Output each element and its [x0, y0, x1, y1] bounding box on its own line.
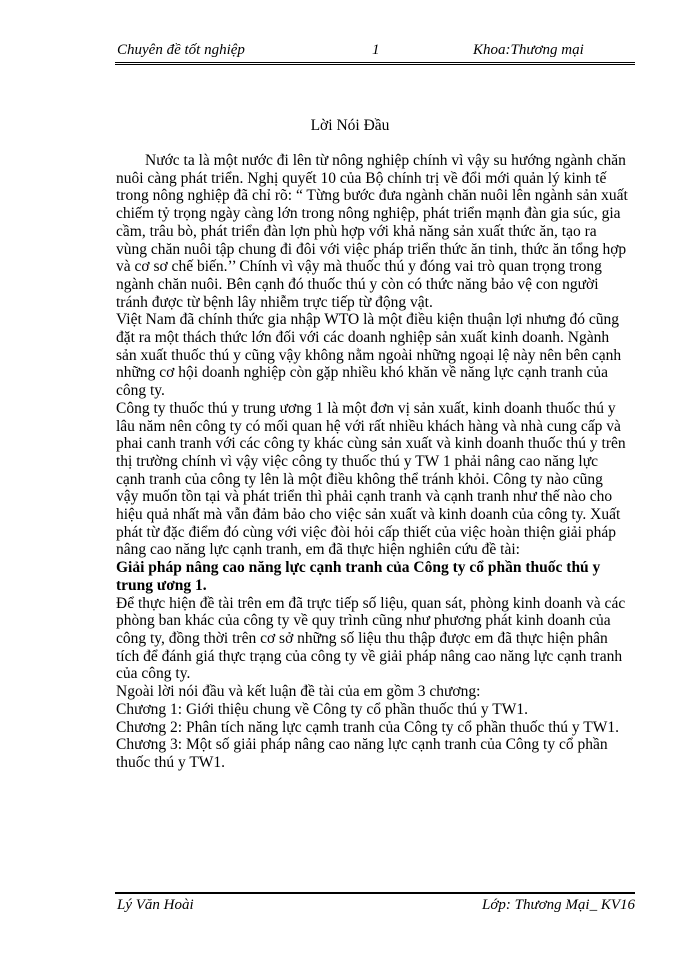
paragraph-wto: Việt Nam đã chính thức gia nhập WTO là một điều kiện thuận lợi nhưng đó cũng đặt ra một thách thức lớn đối với các doanh nghiệp sản xuất kinh doanh. Ngành sản xuất thuốc thú y cũng vậy không nằm ngoài những ngoại lệ này nên bên cạnh những cơ hội doanh nghiệp còn gặp nhiều khó khăn về năng lực cạnh tranh của công ty.: [116, 311, 622, 400]
paragraph-method: Để thực hiện đề tài trên em đã trực tiếp số liệu, quan sát, phòng kinh doanh và các phòng ban khác của công ty về quy trình cũng như phương phát kinh doanh của công ty, đồng thời trên cơ sở những số liệu thu thập được em đã thực hiện phân tích để đánh giá thực trạng của công ty về giải pháp nâng cao năng lực cạnh tranh của công ty.: [116, 594, 626, 683]
page-header: [115, 42, 635, 65]
header-document-type: Chuyên đề tốt nghiệp: [117, 42, 245, 58]
thesis-topic: Giải pháp nâng cao năng lực cạnh tranh của Công ty cổ phần thuốc thú y trung ương 1.: [116, 559, 601, 594]
paragraph-structure: Ngoài lời nói đầu và kết luận đề tài của em gồm 3 chương:: [116, 683, 481, 701]
header-faculty: Khoa:Thương mại: [473, 42, 584, 58]
header-page-number: 1: [372, 42, 380, 58]
paragraph-intro: Nước ta là một nước đi lên từ nông nghiệp chính vì vậy su hướng ngành chăn nuôi càng phát triển. Nghị quyết 10 của Bộ chính trị về đổi mới quản lý kinh tế trong nông nghiệp đã chỉ rõ: “ Từng bước đưa ngành chăn nuôi lên ngành sản xuất chiếm tỷ trọng ngày càng lớn trong nông nghiệp, phát triển mạnh đàn gia súc, gia cầm, trâu bò, phát triển đàn lợn phù hợp với khả năng sản xuất thức ăn, tạo ra vùng chăn nuôi tập chung đi đôi với việc pháp triển thức ăn tinh, thức ăn tổng hợp và cơ sơ chế biến.’’ Chính vì vậy mà thuốc thú y đóng vai trò quan trọng trong ngành chăn nuôi. Bên cạnh đó thuốc thú y còn có thức năng bảo vệ con người tránh được từ bệnh lây nhiễm trực tiếp từ động vật.: [116, 152, 628, 311]
chapter-3: Chương 3: Một số giải pháp nâng cao năng lực cạnh tranh của Công ty cổ phần thuốc thú y TW1.: [116, 736, 608, 771]
chapter-2: Chương 2: Phân tích năng lực cạmh tranh của Công ty cổ phần thuốc thú y TW1.: [116, 718, 619, 736]
footer-class: Lớp: Thương Mại_ KV16: [482, 897, 635, 913]
document-body: [116, 152, 628, 772]
paragraph-company: Công ty thuốc thú y trung ương 1 là một đơn vị sản xuất, kinh doanh thuốc thú y lâu năm nên công ty có mối quan hệ với rất nhiều khách hàng và nhà cung cấp và phai canh tranh với các công ty khác cùng sản xuất và kinh doanh thuốc thú y trên thị trường chính vì vậy việc công ty thuốc thú y TW 1 phải nâng cao năng lực cạnh tranh của công ty lên là một điều không thể tránh khỏi. Công ty nào cũng vậy muốn tồn tại và phát triển thì phải cạnh tranh và cạnh tranh như thế nào cho hiệu quả nhất mà vẫn đảm bảo cho việc sản xuất và kinh doanh của công ty. Xuất phát từ đặc điểm đó cùng với việc đòi hỏi cấp thiết của việc hoàn thiện giải pháp nâng cao năng lực cạnh tranh, em đã thực hiện nghiên cứu đề tài:: [116, 399, 626, 559]
page-footer: [115, 892, 635, 916]
document-title: Lời Nói Đầu: [310, 117, 390, 134]
chapter-1: Chương 1: Giới thiệu chung về Công ty cổ phần thuốc thú y TW1.: [116, 700, 528, 718]
footer-author: Lý Văn Hoài: [117, 897, 194, 913]
